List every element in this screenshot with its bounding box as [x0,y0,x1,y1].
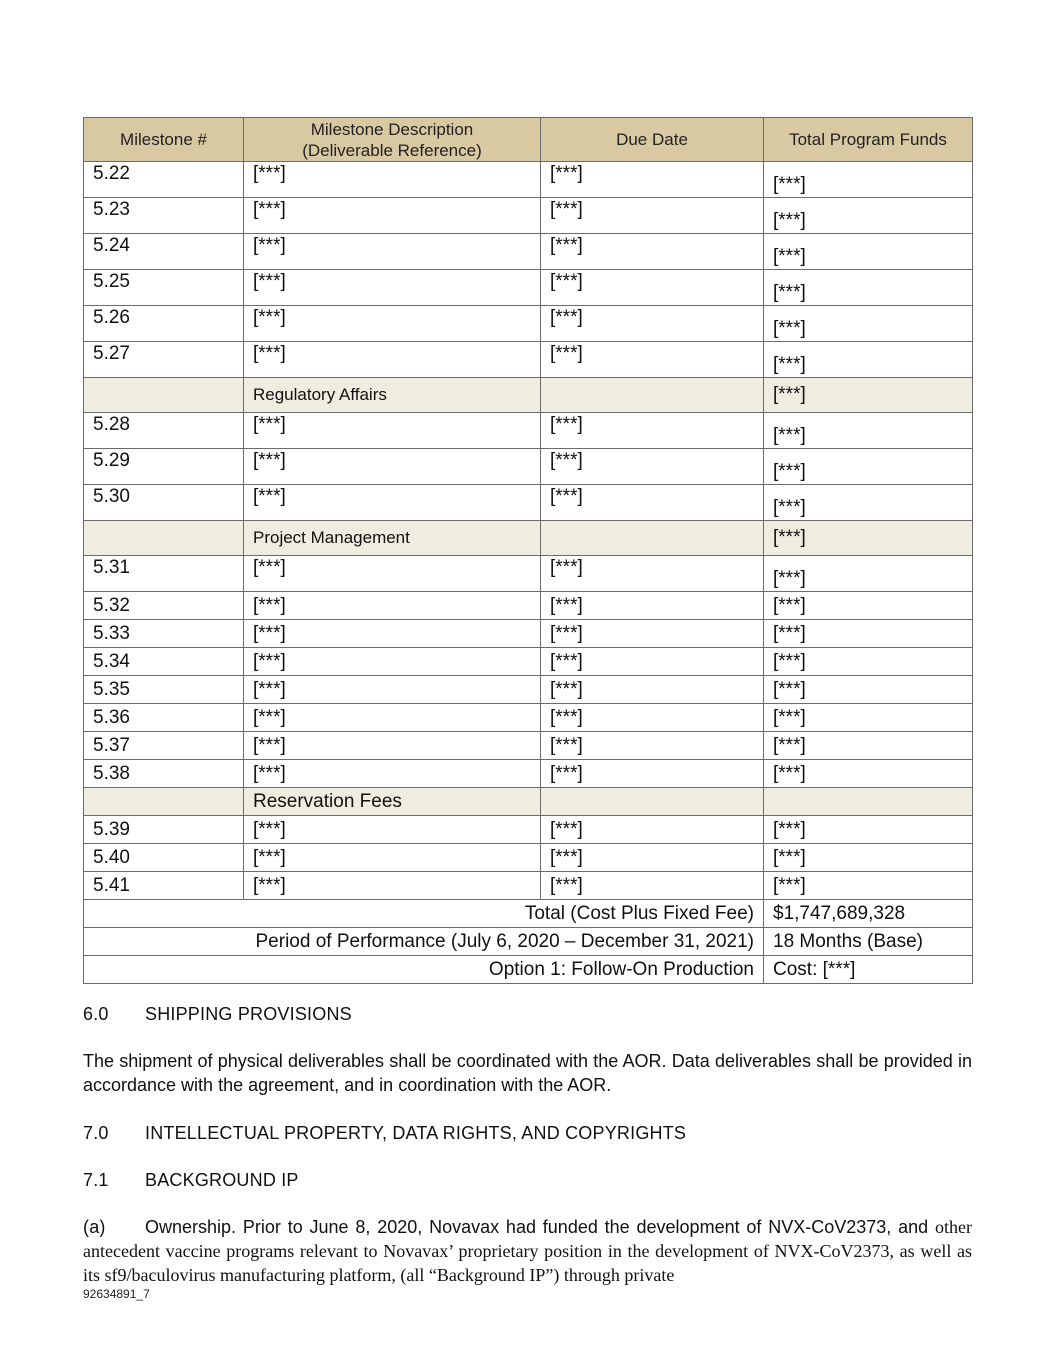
table-row [84,872,973,900]
program-funds: [***] [764,592,973,620]
milestone-description: [***] [244,270,541,306]
milestone-number: 5.32 [84,592,244,620]
period-value: 18 Months (Base) [764,928,973,956]
program-funds: [***] [764,648,973,676]
milestone-number: 5.31 [84,556,244,592]
table-row [84,413,973,449]
due-date: [***] [541,162,764,198]
milestone-number: 5.23 [84,198,244,234]
section-label: Regulatory Affairs [244,378,541,413]
due-date: [***] [541,704,764,732]
table-row [84,732,973,760]
due-date: [***] [541,592,764,620]
milestone-number: 5.34 [84,648,244,676]
program-funds: [***] [764,449,973,485]
program-funds: [***] [764,732,973,760]
milestone-description: [***] [244,620,541,648]
total-label: Total (Cost Plus Fixed Fee) [84,900,764,928]
milestone-description: [***] [244,816,541,844]
table-row [84,760,973,788]
program-funds: [***] [764,162,973,198]
section-title: SHIPPING PROVISIONS [145,1004,352,1024]
milestone-number: 5.35 [84,676,244,704]
header-due-date: Due Date [541,118,764,162]
total-value: $1,747,689,328 [764,900,973,928]
table-row [84,198,973,234]
due-date: [***] [541,732,764,760]
milestone-description: [***] [244,413,541,449]
shipping-paragraph: The shipment of physical deliverables shall be coordinated with the AOR. Data deliverables shall be provided in accordance with the agreement, and in coordination with the AOR. [83,1051,972,1095]
milestone-number: 5.36 [84,704,244,732]
due-date: [***] [541,198,764,234]
section-label: Project Management [244,521,541,556]
milestone-table [83,117,973,984]
due-date: [***] [541,620,764,648]
header-milestone: Milestone # [84,118,244,162]
program-funds: [***] [764,556,973,592]
header-description [244,118,541,162]
milestone-description: [***] [244,485,541,521]
milestone-description: [***] [244,234,541,270]
table-row [84,270,973,306]
program-funds: [***] [764,234,973,270]
table-row [84,592,973,620]
section-row-reservation-fees [84,788,973,816]
due-date: [***] [541,872,764,900]
due-date: [***] [541,413,764,449]
table-row [84,844,973,872]
milestone-number: 5.28 [84,413,244,449]
table-body [84,162,973,984]
due-date: [***] [541,760,764,788]
program-funds: [***] [764,270,973,306]
section-funds: [***] [764,521,973,556]
section-title: BACKGROUND IP [145,1170,299,1190]
milestone-number: 5.40 [84,844,244,872]
milestone-description: [***] [244,844,541,872]
due-date: [***] [541,676,764,704]
milestone-description: [***] [244,342,541,378]
milestone-description: [***] [244,306,541,342]
header-total-funds: Total Program Funds [764,118,973,162]
option-label: Option 1: Follow-On Production [84,956,764,984]
section-number: 7.1 [83,1170,109,1190]
due-date: [***] [541,844,764,872]
due-date: [***] [541,342,764,378]
milestone-description: [***] [244,198,541,234]
milestone-number: 5.24 [84,234,244,270]
program-funds: [***] [764,676,973,704]
background-ip-paragraph [83,1215,972,1287]
table-row [84,234,973,270]
milestone-number: 5.41 [84,872,244,900]
program-funds: [***] [764,760,973,788]
program-funds: [***] [764,198,973,234]
document-id-footer: 92634891_7 [83,1287,150,1301]
table-row [84,306,973,342]
clause-label: (a) [83,1217,106,1237]
table-row [84,704,973,732]
milestone-number: 5.33 [84,620,244,648]
due-date: [***] [541,648,764,676]
due-date: [***] [541,556,764,592]
due-date: [***] [541,234,764,270]
milestone-description: [***] [244,162,541,198]
period-label: Period of Performance (July 6, 2020 – December 31, 2021) [84,928,764,956]
total-row [84,900,973,928]
program-funds: [***] [764,704,973,732]
milestone-number: 5.26 [84,306,244,342]
program-funds: [***] [764,844,973,872]
table-row [84,485,973,521]
program-funds: [***] [764,620,973,648]
section-funds [764,788,973,816]
milestone-number: 5.37 [84,732,244,760]
clause-continuation: other antecedent vaccine programs relevant to Novavax’ proprietary position in the development of NVX-CoV2373, as well as its sf9/baculovirus manufacturing platform, (all “Background IP”) through private [83,1217,972,1285]
clause-first-line: Ownership. Prior to June 8, 2020, Novavax had funded the development of NVX-CoV2373, and [145,1217,929,1237]
program-funds: [***] [764,816,973,844]
milestone-number: 5.22 [84,162,244,198]
table-header-row [84,118,973,162]
milestone-description: [***] [244,676,541,704]
due-date: [***] [541,270,764,306]
table-row [84,556,973,592]
table-row [84,816,973,844]
period-row [84,928,973,956]
table-row [84,162,973,198]
table-row [84,676,973,704]
table-row [84,342,973,378]
milestone-description: [***] [244,872,541,900]
section-number: 7.0 [83,1123,109,1143]
milestone-number: 5.29 [84,449,244,485]
option-value: Cost: [***] [764,956,973,984]
milestone-number: 5.38 [84,760,244,788]
program-funds: [***] [764,413,973,449]
table-row [84,648,973,676]
section-label: Reservation Fees [244,788,541,816]
section-title: INTELLECTUAL PROPERTY, DATA RIGHTS, AND COPYRIGHTS [145,1123,687,1143]
header-description-line2: (Deliverable Reference) [302,140,482,160]
milestone-description: [***] [244,760,541,788]
section-heading-6 [83,1002,972,1026]
milestone-number: 5.25 [84,270,244,306]
section-heading-7-1 [83,1168,972,1192]
section-funds: [***] [764,378,973,413]
milestone-description: [***] [244,449,541,485]
due-date: [***] [541,306,764,342]
program-funds: [***] [764,306,973,342]
due-date: [***] [541,485,764,521]
section-row-regulatory-affairs [84,378,973,413]
program-funds: [***] [764,872,973,900]
program-funds: [***] [764,342,973,378]
milestone-number: 5.39 [84,816,244,844]
program-funds: [***] [764,485,973,521]
milestone-description: [***] [244,704,541,732]
section-number: 6.0 [83,1004,109,1024]
table-row [84,620,973,648]
milestone-number: 5.30 [84,485,244,521]
option-row [84,956,973,984]
due-date: [***] [541,449,764,485]
milestone-description: [***] [244,732,541,760]
milestone-description: [***] [244,648,541,676]
milestone-number: 5.27 [84,342,244,378]
section-heading-7 [83,1121,972,1145]
due-date: [***] [541,816,764,844]
table-row [84,449,973,485]
section-row-project-management [84,521,973,556]
header-description-line1: Milestone Description [310,119,474,139]
milestone-description: [***] [244,556,541,592]
milestone-description: [***] [244,592,541,620]
